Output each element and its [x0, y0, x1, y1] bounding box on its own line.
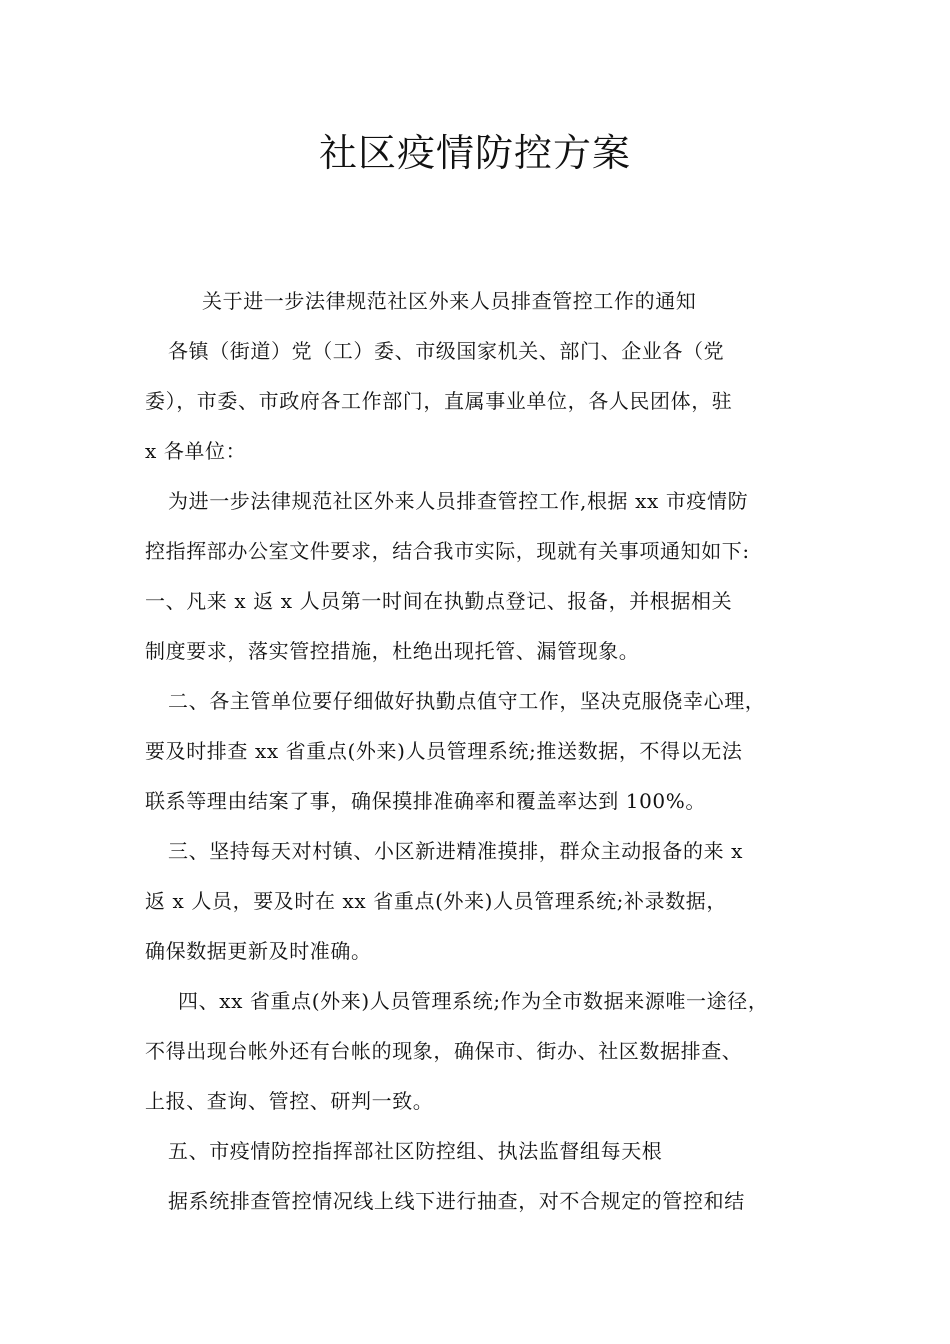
body-line: x 各单位： — [145, 439, 247, 463]
body-line: 要及时排查 xx 省重点(外来)人员管理系统;推送数据，不得以无法 — [145, 739, 743, 763]
notice-heading: 关于进一步法律规范社区外来人员排查管控工作的通知 — [202, 289, 697, 313]
body-line: 确保数据更新及时准确。 — [145, 939, 372, 963]
body-line: 委），市委、市政府各工作部门，直属事业单位，各人民团体，驻 — [145, 389, 733, 413]
body-line: 一、凡来 x 返 x 人员第一时间在执勤点登记、报备，并根据相关 — [145, 589, 733, 613]
body-line: 为进一步法律规范社区外来人员排查管控工作,根据 xx 市疫情防 — [168, 489, 749, 513]
body-line: 联系等理由结案了事，确保摸排准确率和覆盖率达到 100%。 — [145, 789, 706, 813]
body-line: 二、各主管单位要仔细做好执勤点值守工作，坚决克服侥幸心理， — [168, 689, 766, 713]
body-line: 据系统排查管控情况线上线下进行抽查，对不合规定的管控和结 — [168, 1189, 745, 1213]
body-line: 上报、查询、管控、研判一致。 — [145, 1089, 434, 1113]
body-line: 四、xx 省重点(外来)人员管理系统;作为全市数据来源唯一途径， — [178, 989, 769, 1013]
body-line: 三、坚持每天对村镇、小区新进精准摸排，群众主动报备的来 x — [168, 839, 744, 863]
body-line: 返 x 人员，要及时在 xx 省重点(外来)人员管理系统;补录数据， — [145, 889, 728, 913]
document-title: 社区疫情防控方案 — [318, 131, 631, 175]
body-line: 控指挥部办公室文件要求，结合我市实际，现就有关事项通知如下: — [145, 539, 750, 563]
body-line: 制度要求，落实管控措施，杜绝出现托管、漏管现象。 — [145, 639, 640, 663]
body-line: 不得出现台帐外还有台帐的现象，确保市、街办、社区数据排查、 — [145, 1039, 743, 1063]
body-line: 各镇（街道）党（工）委、市级国家机关、部门、企业各（党 — [168, 339, 725, 363]
body-line: 五、市疫情防控指挥部社区防控组、执法监督组每天根 — [168, 1139, 663, 1163]
